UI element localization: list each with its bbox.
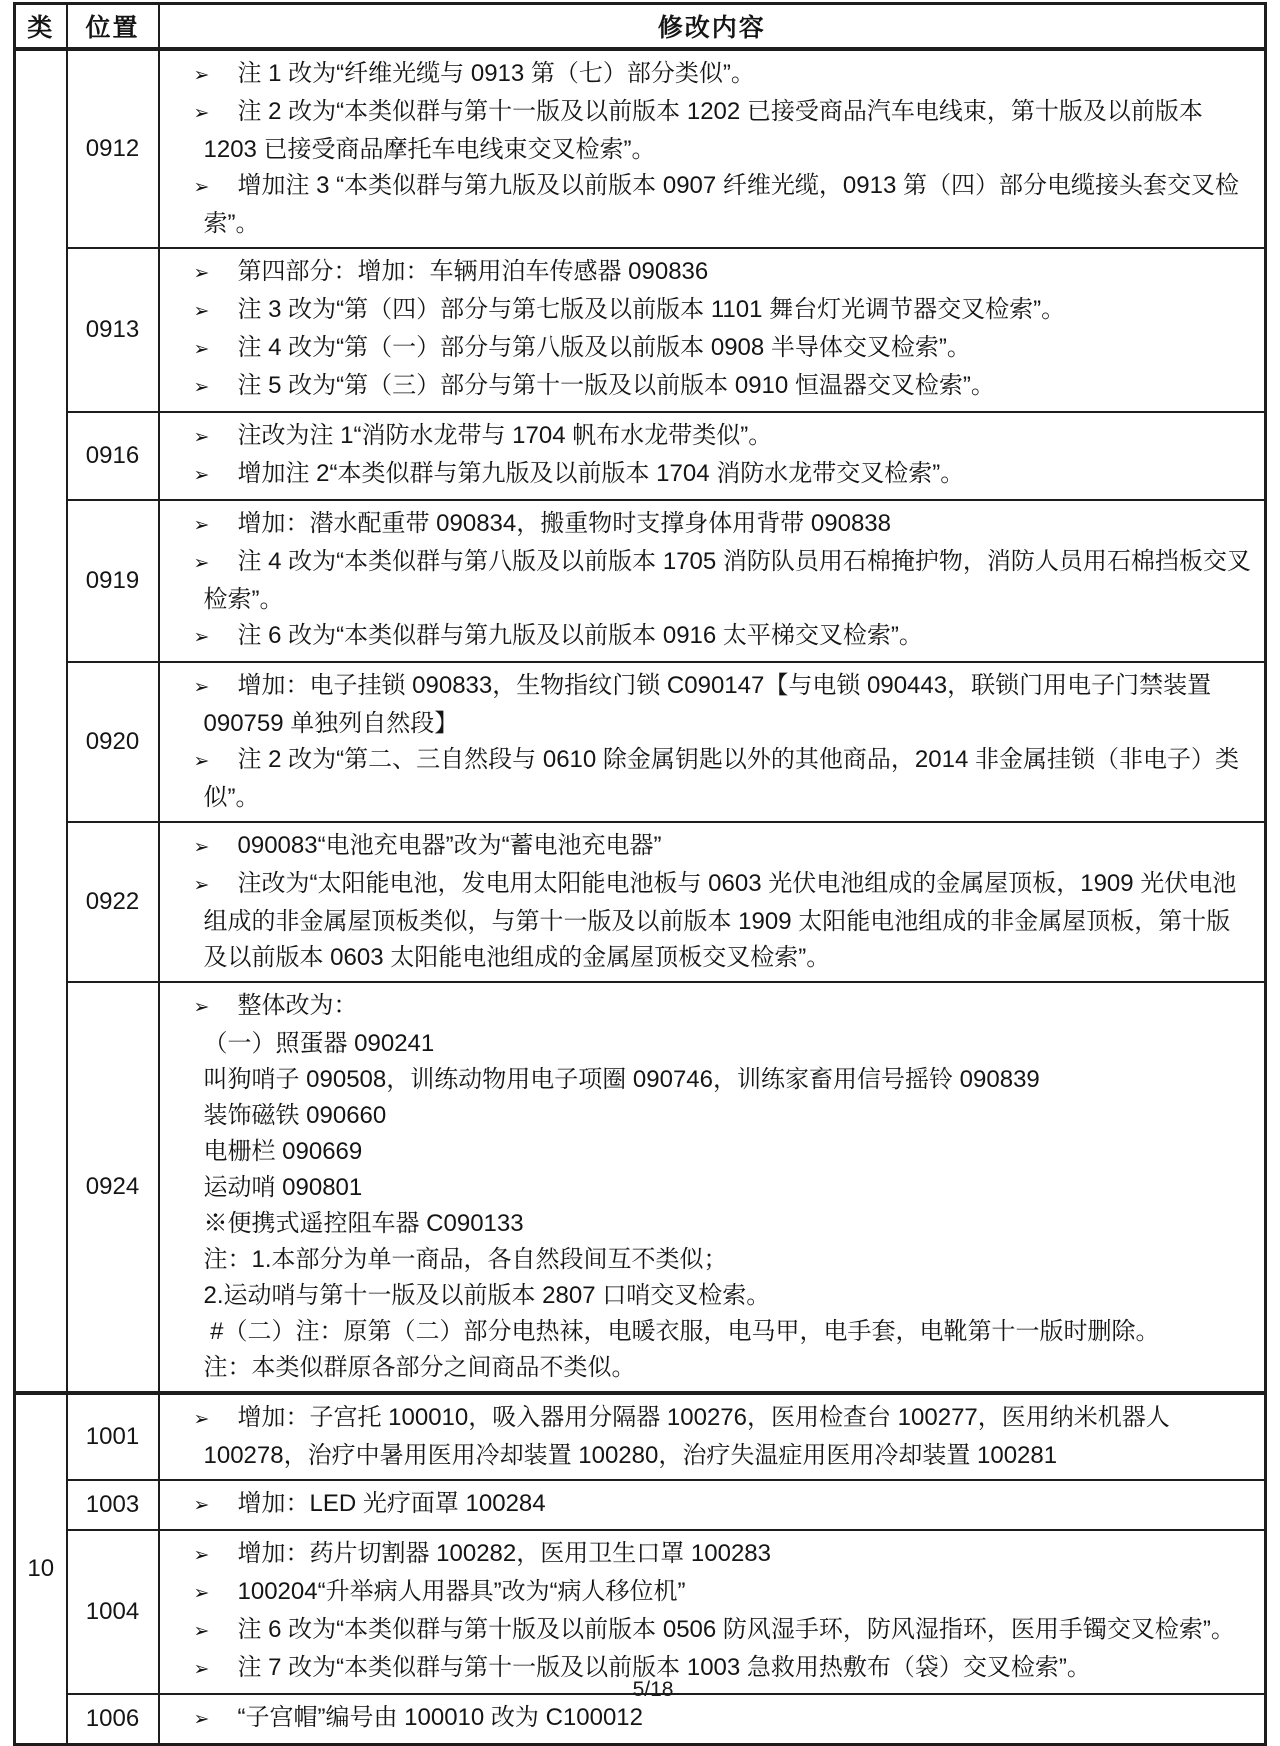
modification-text: #（二）注：原第（二）部分电热袜，电暖衣服，电马甲，电手套，电靴第十一版时删除。	[203, 1318, 1160, 1345]
bullet-item	[180, 1700, 1253, 1738]
modification-text: “子宫帽”编号由 100010 改为 C100012	[237, 1704, 643, 1731]
table-row	[15, 1530, 1266, 1694]
bullet-item	[180, 668, 1253, 742]
content-cell	[159, 1480, 1266, 1530]
bullet-item	[180, 742, 1253, 816]
bullet-item	[180, 866, 1253, 976]
bullet-item	[180, 94, 1253, 168]
bullet-item	[180, 1612, 1253, 1650]
bullet-arrow-icon: ➢	[193, 465, 210, 486]
content-cell	[159, 1393, 1266, 1480]
content-cell	[159, 500, 1266, 662]
modification-text: 注 7 改为“本类似群与第十一版及以前版本 1003 急救用热敷布（袋）交叉检索”。	[237, 1654, 1091, 1681]
bullet-item	[180, 330, 1253, 368]
modification-text: 注 6 改为“本类似群与第九版及以前版本 0916 太平梯交叉检索”。	[237, 622, 923, 649]
content-cell	[159, 982, 1266, 1393]
table-body	[15, 49, 1266, 1745]
col-header-class: 类	[15, 4, 67, 50]
modification-text: 注：1.本部分为单一商品，各自然段间互不类似；	[203, 1246, 728, 1273]
content-cell	[159, 662, 1266, 822]
plain-line	[180, 1134, 1253, 1170]
bullet-item	[180, 1400, 1253, 1474]
bullet-arrow-icon: ➢	[193, 177, 210, 198]
modification-text: （一）照蛋器 090241	[203, 1030, 435, 1057]
col-header-position: 位置	[67, 4, 159, 50]
modification-text: 电栅栏 090669	[203, 1138, 363, 1165]
bullet-arrow-icon: ➢	[193, 301, 210, 322]
position-cell: 0916	[67, 412, 159, 500]
table-row	[15, 822, 1266, 982]
modification-text: 装饰磁铁 090660	[203, 1102, 387, 1129]
modification-text: 注 1 改为“纤维光缆与 0913 第（七）部分类似”。	[237, 60, 755, 87]
plain-line	[180, 1170, 1253, 1206]
modification-text: 运动哨 090801	[203, 1174, 363, 1201]
document-page	[13, 2, 1267, 1746]
modification-text: 叫狗哨子 090508，训练动物用电子项圈 090746，训练家畜用信号摇铃 090839	[203, 1066, 1040, 1093]
plain-line	[180, 1062, 1253, 1098]
position-cell: 0919	[67, 500, 159, 662]
bullet-arrow-icon: ➢	[193, 553, 210, 574]
position-cell: 1001	[67, 1393, 159, 1480]
table-row	[15, 412, 1266, 500]
bullet-item	[180, 56, 1253, 94]
bullet-arrow-icon: ➢	[193, 1621, 210, 1642]
modification-text: 注 5 改为“第（三）部分与第十一版及以前版本 0910 恒温器交叉检索”。	[237, 372, 995, 399]
bullet-item	[180, 292, 1253, 330]
position-cell: 0920	[67, 662, 159, 822]
bullet-arrow-icon: ➢	[193, 1659, 210, 1680]
plain-line	[180, 1026, 1253, 1062]
bullet-item	[180, 254, 1253, 292]
bullet-arrow-icon: ➢	[193, 1409, 210, 1430]
bullet-item	[180, 828, 1253, 866]
plain-line	[180, 1206, 1253, 1242]
table-row	[15, 1480, 1266, 1530]
table-row	[15, 248, 1266, 412]
bullet-arrow-icon: ➢	[193, 427, 210, 448]
modification-text: 整体改为：	[237, 992, 358, 1019]
position-cell: 0912	[67, 49, 159, 248]
bullet-arrow-icon: ➢	[193, 997, 210, 1018]
bullet-arrow-icon: ➢	[193, 837, 210, 858]
position-cell: 0913	[67, 248, 159, 412]
table-row	[15, 982, 1266, 1393]
content-cell	[159, 1530, 1266, 1694]
bullet-arrow-icon: ➢	[193, 751, 210, 772]
modification-text: ※便携式遥控阻车器 C090133	[203, 1210, 524, 1237]
modification-text: 增加注 3 “本类似群与第九版及以前版本 0907 纤维光缆，0913 第（四）部分电缆接头套交叉检索”。	[203, 172, 1239, 237]
bullet-arrow-icon: ➢	[193, 627, 210, 648]
modification-text: 增加：潜水配重带 090834，搬重物时支撑身体用背带 090838	[237, 510, 892, 537]
modification-text: 第四部分：增加：车辆用泊车传感器 090836	[237, 258, 709, 285]
page-number: 5/18	[632, 1678, 674, 1701]
bullet-arrow-icon: ➢	[193, 339, 210, 360]
bullet-arrow-icon: ➢	[193, 1709, 210, 1730]
modification-text: 增加：LED 光疗面罩 100284	[237, 1490, 546, 1517]
modification-text: 注 4 改为“本类似群与第八版及以前版本 1705 消防队员用石棉掩护物，消防人员用石棉挡板交叉检索”。	[203, 548, 1251, 613]
bullet-item	[180, 988, 1253, 1026]
modification-text: 注 3 改为“第（四）部分与第七版及以前版本 1101 舞台灯光调节器交叉检索”。	[237, 296, 1066, 323]
content-cell	[159, 412, 1266, 500]
modification-text: 注：本类似群原各部分之间商品不类似。	[203, 1354, 636, 1381]
bullet-arrow-icon: ➢	[193, 103, 210, 124]
modification-table	[13, 2, 1267, 1746]
class-cell: 10	[15, 1393, 67, 1745]
bullet-arrow-icon: ➢	[193, 1583, 210, 1604]
modification-text: 090083“电池充电器”改为“蓄电池充电器”	[237, 832, 662, 859]
modification-text: 增加注 2“本类似群与第九版及以前版本 1704 消防水龙带交叉检索”。	[237, 460, 965, 487]
content-cell	[159, 248, 1266, 412]
position-cell: 1003	[67, 1480, 159, 1530]
bullet-item	[180, 456, 1253, 494]
bullet-item	[180, 368, 1253, 406]
table-row	[15, 500, 1266, 662]
bullet-item	[180, 1536, 1253, 1574]
modification-text: 2.运动哨与第十一版及以前版本 2807 口哨交叉检索。	[203, 1282, 771, 1309]
bullet-arrow-icon: ➢	[193, 1545, 210, 1566]
bullet-item	[180, 618, 1253, 656]
content-cell	[159, 822, 1266, 982]
bullet-arrow-icon: ➢	[193, 677, 210, 698]
plain-line	[180, 1278, 1253, 1314]
bullet-item	[180, 418, 1253, 456]
modification-text: 注 6 改为“本类似群与第十版及以前版本 0506 防风湿手环，防风湿指环，医用手镯交叉检索”。	[237, 1616, 1235, 1643]
bullet-arrow-icon: ➢	[193, 875, 210, 896]
plain-line	[180, 1314, 1253, 1350]
position-cell: 0922	[67, 822, 159, 982]
bullet-item	[180, 544, 1253, 618]
modification-text: 增加：子宫托 100010，吸入器用分隔器 100276，医用检查台 100277，医用纳米机器人 100278，治疗中暑用医用冷却装置 100280，治疗失温症用医用冷却装置 100281	[203, 1404, 1177, 1469]
modification-text: 注 2 改为“本类似群与第十一版及以前版本 1202 已接受商品汽车电线束，第十版及以前版本 1203 已接受商品摩托车电线束交叉检索”。	[203, 98, 1210, 163]
modification-text: 注 2 改为“第二、三自然段与 0610 除金属钥匙以外的其他商品，2014 非金属挂锁（非电子）类似”。	[203, 746, 1239, 811]
plain-line	[180, 1098, 1253, 1134]
plain-line	[180, 1242, 1253, 1278]
bullet-arrow-icon: ➢	[193, 377, 210, 398]
position-cell: 0924	[67, 982, 159, 1393]
table-row	[15, 49, 1266, 248]
modification-text: 100204“升举病人用器具”改为“病人移位机”	[237, 1578, 686, 1605]
col-header-content: 修改内容	[159, 4, 1266, 50]
bullet-item	[180, 1574, 1253, 1612]
position-cell: 1006	[67, 1694, 159, 1745]
bullet-item	[180, 168, 1253, 242]
bullet-arrow-icon: ➢	[193, 263, 210, 284]
table-row	[15, 662, 1266, 822]
bullet-arrow-icon: ➢	[193, 1495, 210, 1516]
modification-text: 增加：药片切割器 100282，医用卫生口罩 100283	[237, 1540, 772, 1567]
bullet-item	[180, 1486, 1253, 1524]
bullet-item	[180, 506, 1253, 544]
content-cell	[159, 49, 1266, 248]
plain-line	[180, 1350, 1253, 1386]
bullet-arrow-icon: ➢	[193, 65, 210, 86]
table-row	[15, 1393, 1266, 1480]
bullet-arrow-icon: ➢	[193, 515, 210, 536]
class-cell	[15, 49, 67, 1393]
modification-text: 注改为注 1“消防水龙带与 1704 帆布水龙带类似”。	[237, 422, 773, 449]
modification-text: 注 4 改为“第（一）部分与第八版及以前版本 0908 半导体交叉检索”。	[237, 334, 971, 361]
table-header-row	[15, 4, 1266, 50]
modification-text: 注改为“太阳能电池，发电用太阳能电池板与 0603 光伏电池组成的金属屋顶板，1909 光伏电池组成的非金属屋顶板类似，与第十一版及以前版本 1909 太阳能电池组成的非金属屋顶板，第十版及以前版本 0603 太阳能电池组成的金属屋顶板交叉检索”。	[203, 870, 1237, 971]
position-cell: 1004	[67, 1530, 159, 1694]
modification-text: 增加：电子挂锁 090833，生物指纹门锁 C090147【与电锁 090443，联锁门用电子门禁装置 090759 单独列自然段】	[203, 672, 1218, 737]
